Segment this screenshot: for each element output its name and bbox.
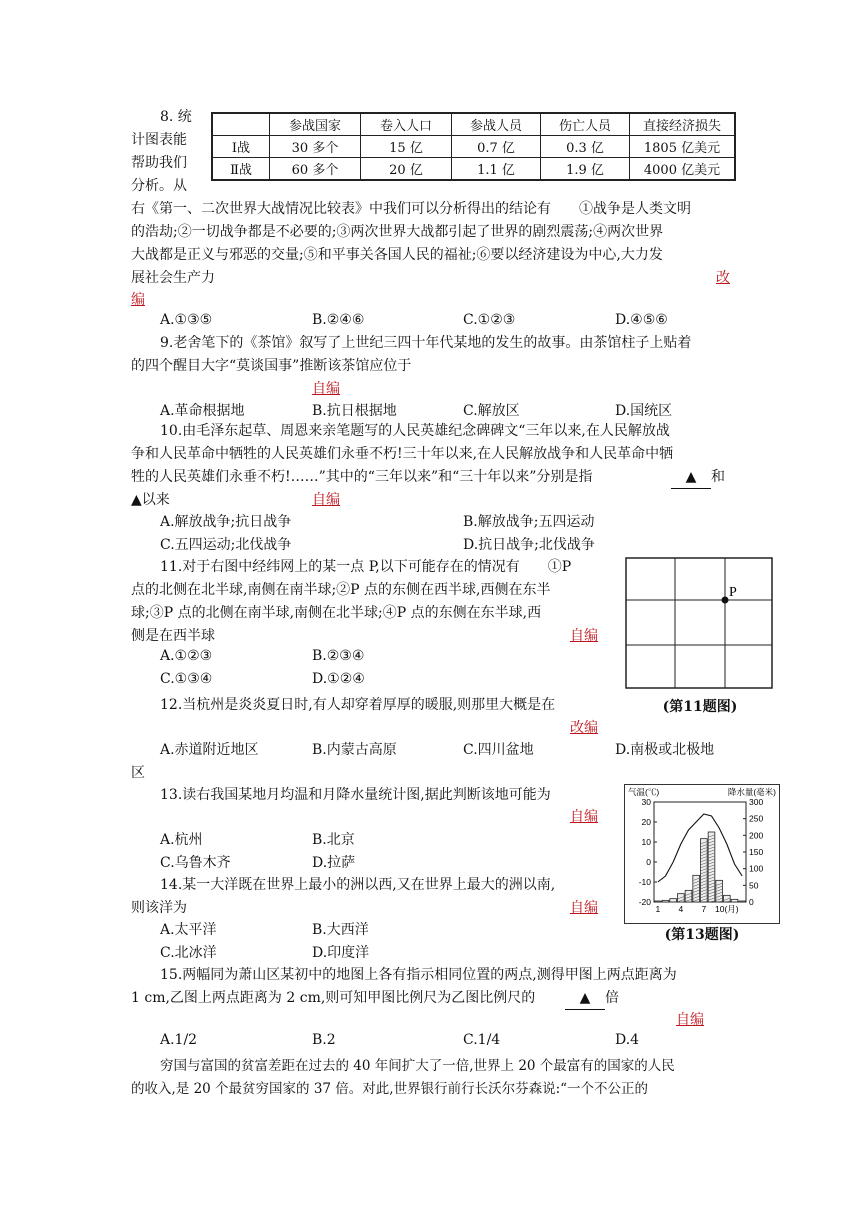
- q8-line: 右《第一、二次世界大战情况比较表》中我们可以分析得出的结论有 ①战争是人类文明: [131, 201, 691, 217]
- precipitation-bar: [655, 901, 662, 902]
- q10-blank-2: ▲以来: [131, 492, 170, 508]
- table-row: [212, 136, 735, 158]
- q13-option-a: A.杭州: [160, 832, 203, 848]
- q13-source-tag: 自编: [570, 809, 598, 825]
- q8-option-b: B.②④⑥: [312, 312, 365, 328]
- right-tick-label: 300: [749, 797, 764, 807]
- q9-line: 9.老舍笔下的《茶馆》叙写了上世纪三四十年代某地的发生的故事。由茶馆柱子上贴着: [160, 335, 692, 351]
- table-cell: 15 亿: [361, 136, 452, 158]
- q14-option-b: B.大西洋: [312, 922, 369, 938]
- q11-option-c: C.①③④: [160, 671, 213, 687]
- graticule-grid: [625, 557, 775, 692]
- table-cell: 60 多个: [270, 158, 361, 181]
- q13-option-d: D.拉萨: [312, 855, 356, 871]
- precipitation-bar: [662, 900, 669, 902]
- q12-option-wrap: 区: [131, 765, 145, 781]
- q9-line: 的四个醒目大字“莫谈国事”推断该茶馆应位于: [131, 358, 412, 374]
- q12-option-d: D.南极或北极地: [615, 742, 715, 758]
- q12-source-tag: 改编: [570, 720, 598, 736]
- q8-option-a: A.①③⑤: [160, 312, 213, 328]
- right-tick-label: 200: [749, 830, 764, 841]
- temperature-line: [658, 814, 742, 882]
- q10-source-tag: 自编: [312, 492, 340, 508]
- left-axis-title: 气温(℃): [628, 787, 660, 797]
- figure-11-caption: (第11题图): [662, 699, 738, 715]
- q8-num-line: 计图表能: [131, 132, 187, 148]
- q11-source-tag: 自编: [570, 628, 598, 644]
- q11-line: 点的北侧在北半球,南侧在南半球;②P 点的东侧在西半球,西侧在东半: [131, 582, 551, 598]
- table-header-cell: [212, 113, 270, 136]
- table-cell: 1.9 亿: [541, 158, 630, 181]
- passage-line: 的收入,是 20 个最贫穷国家的 37 倍。对此,世界银行前行长沃尔芬森说:“一个不公正的: [131, 1081, 649, 1097]
- table-header-cell: 直接经济损失: [630, 113, 736, 136]
- right-tick-label: 100: [749, 863, 764, 874]
- q9-option-d: D.国统区: [615, 403, 673, 419]
- climate-chart-figure: [624, 784, 780, 944]
- q8-option-d: D.④⑤⑥: [615, 312, 668, 328]
- right-axis-title: 降水量(毫米): [727, 787, 776, 797]
- x-tick-label: 7: [701, 904, 707, 914]
- table-header-row: [212, 113, 735, 136]
- figure-13-caption: (第13题图): [664, 927, 740, 943]
- right-tick-label: 150: [749, 847, 764, 857]
- q10-blank-1: ▲ 和: [671, 466, 725, 489]
- table-cell: 30 多个: [270, 136, 361, 158]
- point-p-marker: [722, 597, 729, 604]
- table-header-cell: 参战人员: [452, 113, 541, 136]
- q12-option-b: B.内蒙古高原: [312, 742, 397, 758]
- left-tick-label: 20: [641, 817, 651, 827]
- q10-line: 争和人民革命中牺牲的人民英雄们永垂不朽!三十年以来,在人民解放战争和人民革命中牺: [131, 446, 674, 462]
- q14-line: 则该洋为: [131, 900, 187, 916]
- plot-area: [654, 802, 746, 902]
- climate-chart: [624, 784, 780, 924]
- q9-option-c: C.解放区: [463, 403, 520, 419]
- q8-line: 大战都是正义与邪恶的交量;⑤和平事关各国人民的福祉;⑥要以经济建设为中心,大力发: [131, 247, 663, 263]
- q10-option-c: C.五四运动;北伐战争: [160, 537, 292, 553]
- left-tick-label: -10: [638, 877, 651, 887]
- q8-line: 的浩劫;②一切战争都是不必要的;③两次世界大战都引起了世界的剧烈震荡;④两次世界: [131, 224, 664, 240]
- q9-source-tag: 自编: [312, 381, 340, 397]
- q15-line: 15.两幅同为萧山区某初中的地图上各有指示相同位置的两点,测得甲图上两点距离为: [160, 967, 677, 983]
- x-tick-label: 4: [678, 904, 684, 914]
- q9-option-a: A.革命根据地: [160, 403, 245, 419]
- q8-source-tag-b: 编: [131, 292, 145, 308]
- table-cell: 1.1 亿: [452, 158, 541, 181]
- q11-option-a: A.①②③: [160, 648, 213, 664]
- left-tick-label: 30: [641, 797, 651, 807]
- q10-line: 牲的人民英雄们永垂不朽!……”其中的“三年以来”和“三十年以来”分别是指: [131, 469, 593, 485]
- right-tick-label: 250: [749, 813, 764, 824]
- table-cell: 0.3 亿: [541, 136, 630, 158]
- table-header-cell: 参战国家: [270, 113, 361, 136]
- table-cell: 20 亿: [361, 158, 452, 181]
- q11-option-d: D.①②④: [312, 671, 365, 687]
- right-tick-label: 0: [749, 897, 754, 907]
- q13-option-b: B.北京: [312, 832, 355, 848]
- table-cell: 1805 亿美元: [630, 136, 736, 158]
- table-header-cell: 卷入人口: [361, 113, 452, 136]
- graticule-figure: [625, 557, 775, 716]
- passage-line: 穷国与富国的贫富差距在过去的 40 年间扩大了一倍,世界上 20 个最富有的国家的人民: [160, 1058, 675, 1074]
- q14-line: 14.某一大洋既在世界上最小的洲以西,又在世界上最大的洲以南,: [160, 877, 556, 893]
- q14-option-a: A.太平洋: [160, 922, 217, 938]
- left-tick-label: 0: [646, 857, 651, 867]
- table-row: [212, 158, 735, 181]
- right-tick-label: 50: [749, 880, 759, 891]
- q15-option-b: B.2: [312, 1032, 336, 1048]
- q9-option-b: B.抗日根据地: [312, 403, 397, 419]
- q10-option-a: A.解放战争;抗日战争: [160, 514, 292, 530]
- q15-option-c: C.1/4: [463, 1032, 501, 1048]
- q15-blank: ▲ 倍: [565, 987, 619, 1010]
- x-tick-label: 1: [655, 904, 661, 914]
- q15-option-d: D.4: [615, 1032, 640, 1048]
- precipitation-bar: [731, 899, 738, 902]
- q10-option-b: B.解放战争;五四运动: [463, 514, 595, 530]
- q11-line: 球;③P 点的北侧在南半球,南侧在北半球;④P 点的东侧在东半球,西: [131, 605, 542, 621]
- left-tick-label: -20: [638, 897, 651, 907]
- q12-line: 12.当杭州是炎炎夏日时,有人却穿着厚厚的暖服,则那里大概是在: [160, 697, 556, 713]
- q8-option-c: C.①②③: [463, 312, 516, 328]
- q11-line: 侧是在西半球: [131, 628, 215, 644]
- table-header-cell: 伤亡人员: [541, 113, 630, 136]
- q11-option-b: B.②③④: [312, 648, 365, 664]
- table-cell: Ⅰ战: [212, 136, 270, 158]
- q14-source-tag: 自编: [570, 900, 598, 916]
- table-cell: Ⅱ战: [212, 158, 270, 181]
- q14-option-c: C.北冰洋: [160, 945, 217, 961]
- war-comparison-table: [211, 112, 736, 181]
- q8-num-line: 分析。从: [131, 178, 187, 194]
- x-tick-label: 10(月): [715, 904, 739, 914]
- q12-option-c: C.四川盆地: [463, 742, 534, 758]
- q8-line: 展社会生产力: [131, 270, 215, 286]
- point-p-label: P: [729, 585, 737, 600]
- q13-option-c: C.乌鲁木齐: [160, 855, 231, 871]
- q10-option-d: D.抗日战争;北伐战争: [463, 537, 595, 553]
- table-cell: 4000 亿美元: [630, 158, 736, 181]
- q13-line: 13.读右我国某地月均温和月降水量统计图,据此判断该地可能为: [160, 787, 551, 803]
- q15-line: 1 cm,乙图上两点距离为 2 cm,则可知甲图比例尺为乙图比例尺的: [131, 990, 536, 1006]
- q11-line: 11.对于右图中经纬网上的某一点 P,以下可能存在的情况有 ①P: [160, 559, 572, 575]
- q12-option-a: A.赤道附近地区: [160, 742, 259, 758]
- q8-num-line: 8. 统: [160, 109, 192, 125]
- precipitation-bar: [739, 901, 746, 902]
- left-tick-label: 10: [641, 837, 651, 847]
- q15-source-tag: 自编: [676, 1012, 704, 1028]
- q8-num-line: 帮助我们: [131, 155, 187, 171]
- q15-option-a: A.1/2: [160, 1032, 198, 1048]
- q14-option-d: D.印度洋: [312, 945, 370, 961]
- table-cell: 0.7 亿: [452, 136, 541, 158]
- q10-line: 10.由毛泽东起草、周恩来亲笔题写的人民英雄纪念碑碑文“三年以来,在人民解放战: [160, 423, 670, 439]
- q8-source-tag-a: 改: [716, 270, 730, 286]
